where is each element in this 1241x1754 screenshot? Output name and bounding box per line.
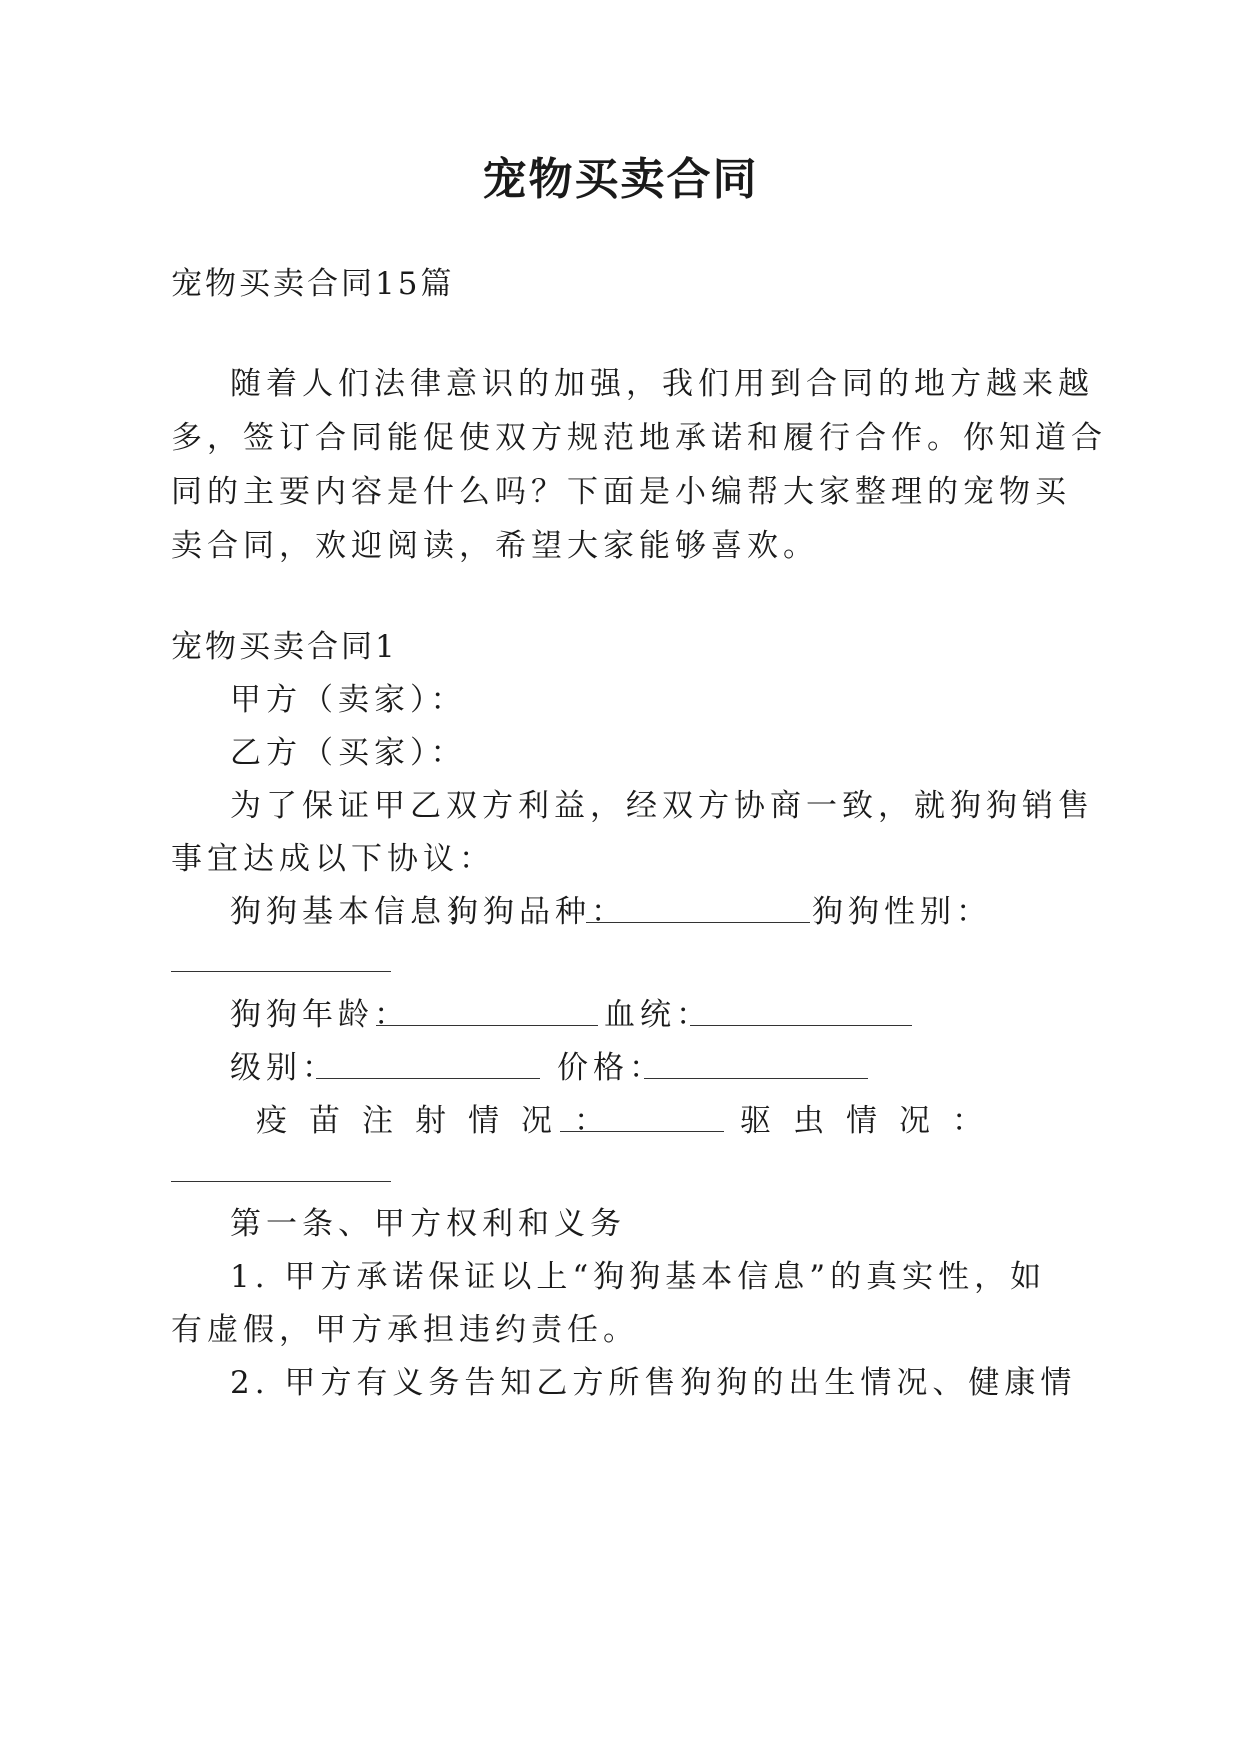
- vaccine-blank: [560, 1130, 724, 1132]
- deworm-blank: [171, 1180, 391, 1182]
- agreement-line-1: 为了保证甲乙双方利益，经双方协商一致，就狗狗销售: [230, 788, 1094, 824]
- deworm-label: 驱虫情况：: [740, 1103, 1005, 1139]
- clause-1-line-1: 1. 甲方承诺保证以上“狗狗基本信息”的真实性，如: [230, 1259, 1047, 1295]
- intro-line-3: 同的主要内容是什么吗？下面是小编帮大家整理的宠物买: [171, 474, 1071, 510]
- vaccine-label: 疫苗注射情况：: [256, 1103, 627, 1139]
- grade-label: 级别：: [230, 1050, 338, 1086]
- intro-line-4: 卖合同，欢迎阅读，希望大家能够喜欢。: [171, 528, 819, 564]
- breed-blank: [586, 921, 810, 923]
- agreement-line-2: 事宜达成以下协议：: [171, 841, 495, 877]
- intro-line-2: 多，签订合同能促使双方规范地承诺和履行合作。你知道合: [171, 420, 1107, 456]
- gender-label: 狗狗性别：: [812, 894, 992, 930]
- document-title: 宠物买卖合同: [482, 154, 759, 205]
- article-1-heading: 第一条、甲方权利和义务: [230, 1206, 626, 1242]
- bloodline-blank: [690, 1024, 912, 1026]
- breed-label: 狗狗品种：: [447, 894, 627, 930]
- bloodline-label: 血统：: [604, 997, 712, 1033]
- section-title: 宠物买卖合同1: [171, 629, 398, 665]
- price-blank: [644, 1077, 868, 1079]
- intro-line-1: 随着人们法律意识的加强，我们用到合同的地方越来越: [230, 366, 1094, 402]
- age-label: 狗狗年龄：: [230, 997, 410, 1033]
- clause-1-line-2: 有虚假，甲方承担违约责任。: [171, 1312, 639, 1348]
- party-b-label: 乙方（买家）：: [230, 735, 467, 771]
- gender-blank: [171, 970, 391, 972]
- party-a-label: 甲方（卖家）：: [230, 682, 467, 718]
- document-subtitle: 宠物买卖合同15篇: [171, 266, 455, 302]
- age-blank: [376, 1024, 598, 1026]
- basic-info-label: 狗狗基本信息：: [230, 894, 482, 930]
- clause-2-line-1: 2. 甲方有义务告知乙方所售狗狗的出生情况、健康情: [230, 1365, 1077, 1401]
- price-label: 价格：: [557, 1050, 665, 1086]
- grade-blank: [316, 1077, 540, 1079]
